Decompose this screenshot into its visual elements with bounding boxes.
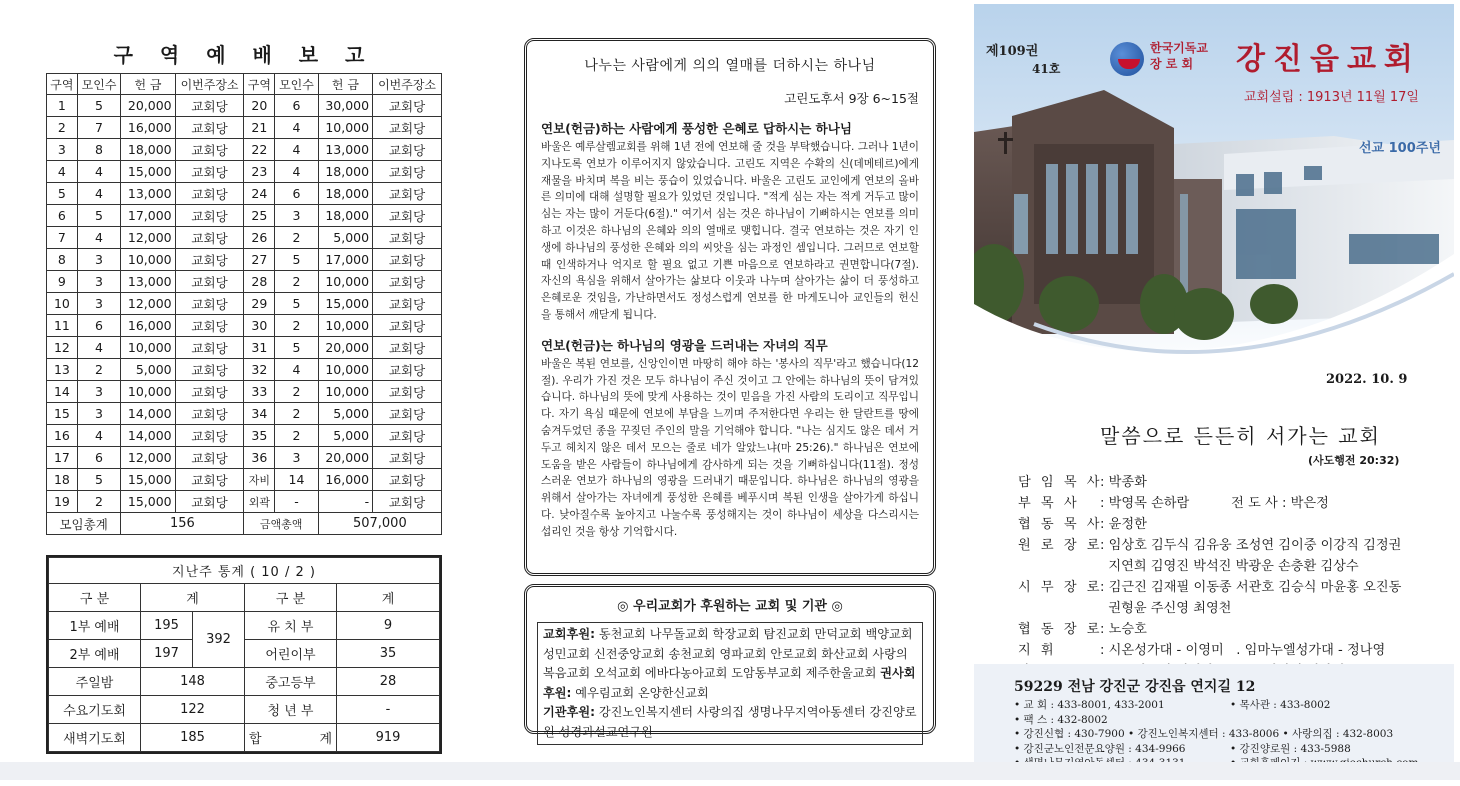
staff-names: 지연희 김영진 박석진 박광운 손충환 김상수 bbox=[1100, 559, 1359, 574]
offering-cell: 5 bbox=[77, 469, 120, 491]
stats-cell: 195 bbox=[141, 612, 193, 640]
offering-cell: 교회당 bbox=[175, 249, 244, 271]
offering-cell: 3 bbox=[77, 381, 120, 403]
offering-header-cell: 이번주장소 bbox=[373, 74, 442, 95]
offering-cell: 7 bbox=[47, 227, 78, 249]
offering-cell: 16,000 bbox=[121, 117, 175, 139]
staff-row bbox=[1018, 472, 1401, 493]
offering-cell: 18,000 bbox=[318, 205, 372, 227]
offering-cell: 5 bbox=[275, 337, 318, 359]
stats-cell: 새벽기도회 bbox=[49, 724, 141, 752]
staff-row bbox=[1018, 556, 1401, 577]
offering-cell: 14 bbox=[47, 381, 78, 403]
offering-cell: 18,000 bbox=[318, 161, 372, 183]
bulletin-date: 2022. 10. 9 bbox=[1326, 372, 1408, 387]
stats-cell: 122 bbox=[141, 696, 245, 724]
kwon-support-label: 권사회후원: bbox=[543, 666, 916, 700]
offering-header-cell: 구역 bbox=[244, 74, 275, 95]
staff-names: : 시온성가대 - 이영미 . 임마누엘성가대 - 정나영 bbox=[1100, 643, 1386, 658]
staff-row bbox=[1018, 535, 1401, 556]
offering-cell: 5 bbox=[77, 205, 120, 227]
offering-header-cell: 헌 금 bbox=[121, 74, 175, 95]
institution-support-label: 기관후원: bbox=[543, 705, 595, 719]
offering-cell: 교회당 bbox=[175, 315, 244, 337]
offering-cell: 12,000 bbox=[121, 447, 175, 469]
offering-cell: 36 bbox=[244, 447, 275, 469]
support-title: ◎ 우리교회가 후원하는 교회 및 기관 ◎ bbox=[617, 599, 843, 614]
offering-cell: 교회당 bbox=[175, 447, 244, 469]
offering-cell: 35 bbox=[244, 425, 275, 447]
offering-cell: 29 bbox=[244, 293, 275, 315]
offering-cell: 10,000 bbox=[121, 381, 175, 403]
offering-cell: 교회당 bbox=[175, 183, 244, 205]
kwon-support-list: 예우림교회 온양한신교회 bbox=[575, 685, 709, 700]
total-count: 156 bbox=[121, 513, 244, 535]
offering-cell: 10,000 bbox=[121, 249, 175, 271]
offering-row bbox=[47, 359, 442, 381]
offering-cell: 13,000 bbox=[121, 271, 175, 293]
offering-cell: 2 bbox=[275, 315, 318, 337]
contact-item: • 강진신협 : 430-7900 • 강진노인복지센터 : 433-8006 • 사랑의집 : 432-8003 bbox=[1014, 728, 1394, 740]
offering-row bbox=[47, 183, 442, 205]
offering-cell: 15 bbox=[47, 403, 78, 425]
church-logo-icon bbox=[1110, 42, 1144, 76]
stats-h3: 구 분 bbox=[245, 584, 337, 612]
stats-h1: 구 분 bbox=[49, 584, 141, 612]
offering-cell: 12,000 bbox=[121, 227, 175, 249]
offering-cell: 6 bbox=[77, 447, 120, 469]
offering-cell: 28 bbox=[244, 271, 275, 293]
stats-cell: 148 bbox=[141, 668, 245, 696]
page-bottom-band bbox=[0, 762, 1460, 780]
offering-cell: 6 bbox=[77, 315, 120, 337]
offering-cell: 교회당 bbox=[175, 227, 244, 249]
offering-cell: 교회당 bbox=[373, 425, 442, 447]
staff-names: : 노승호 bbox=[1100, 622, 1147, 637]
offering-cell: 교회당 bbox=[373, 381, 442, 403]
offering-cell: 3 bbox=[77, 293, 120, 315]
offering-cell: 1 bbox=[47, 95, 78, 117]
offering-cell: 8 bbox=[47, 249, 78, 271]
stats-table bbox=[48, 557, 440, 752]
offering-cell: 15,000 bbox=[121, 491, 175, 513]
church-address: 59229 전남 강진군 강진읍 연지길 12 bbox=[1014, 679, 1256, 695]
staff-names: : 박종화 bbox=[1100, 475, 1147, 490]
contact-item: • 강진군노인전문요양원 : 434-9966 bbox=[1014, 742, 1186, 755]
offering-header-cell: 모인수 bbox=[77, 74, 120, 95]
offering-cell: 10,000 bbox=[318, 271, 372, 293]
stats-title bbox=[49, 558, 440, 584]
stats-header bbox=[49, 584, 440, 612]
offering-cell: 10 bbox=[47, 293, 78, 315]
offering-cell: 교회당 bbox=[373, 227, 442, 249]
staff-row bbox=[1018, 619, 1401, 640]
offering-cell: 19 bbox=[47, 491, 78, 513]
stats-h2: 계 bbox=[141, 584, 245, 612]
motto-reference: (사도행전 20:32) bbox=[1308, 454, 1400, 467]
staff-names: : 윤정한 bbox=[1100, 517, 1147, 532]
offering-cell: 30,000 bbox=[318, 95, 372, 117]
offering-cell: 교회당 bbox=[373, 403, 442, 425]
stats-cell: 919 bbox=[337, 724, 440, 752]
staff-names: : 박영목 손하람 전 도 사 : 박은정 bbox=[1100, 496, 1329, 511]
offering-row bbox=[47, 249, 442, 271]
staff-list bbox=[1018, 472, 1401, 682]
offering-cell: 15,000 bbox=[121, 469, 175, 491]
offering-cell: 5 bbox=[275, 249, 318, 271]
stats-row bbox=[49, 724, 440, 752]
offering-cell: 15,000 bbox=[121, 161, 175, 183]
offering-cell: 5 bbox=[77, 95, 120, 117]
church-photo bbox=[974, 4, 1454, 374]
stats-cell: 2부 예배 bbox=[49, 640, 141, 668]
stats-row bbox=[49, 696, 440, 724]
offering-row bbox=[47, 271, 442, 293]
offering-cell: 32 bbox=[244, 359, 275, 381]
offering-table-header bbox=[47, 74, 442, 95]
offering-cell: 2 bbox=[275, 381, 318, 403]
staff-role: 시 무 장 로 bbox=[1018, 580, 1103, 595]
offering-row bbox=[47, 425, 442, 447]
offering-cell: 31 bbox=[244, 337, 275, 359]
stats-cell: 중고등부 bbox=[245, 668, 337, 696]
volume-number: 제109권 bbox=[986, 44, 1039, 59]
offering-row bbox=[47, 139, 442, 161]
offering-cell: 3 bbox=[47, 139, 78, 161]
staff-row bbox=[1018, 640, 1401, 661]
offering-cell: 10,000 bbox=[318, 381, 372, 403]
offering-row bbox=[47, 117, 442, 139]
church-support-list: 동천교회 나무돌교회 학장교회 탐진교회 만덕교회 백양교회 성민교회 신전중앙교회 송천교회 영파교회 안로교회 화산교회 사랑의복음교회 오석교회 에바다농아교회 도암동부교회 제주한울교회 bbox=[543, 627, 913, 680]
offering-cell: 4 bbox=[275, 359, 318, 381]
offering-cell: 교회당 bbox=[175, 95, 244, 117]
offering-cell: 4 bbox=[275, 161, 318, 183]
contact-item: • 교 회 : 433-8001, 433-2001 bbox=[1014, 699, 1165, 711]
offering-cell: 33 bbox=[244, 381, 275, 403]
offering-row bbox=[47, 293, 442, 315]
right-panel bbox=[974, 4, 1454, 782]
offering-cell: 18,000 bbox=[318, 183, 372, 205]
offering-cell: 교회당 bbox=[373, 117, 442, 139]
offering-cell: 11 bbox=[47, 315, 78, 337]
stats-cell: 주일밤 bbox=[49, 668, 141, 696]
offering-cell: 8 bbox=[77, 139, 120, 161]
offering-cell: 교회당 bbox=[373, 183, 442, 205]
offering-cell: 2 bbox=[275, 425, 318, 447]
address-block bbox=[974, 664, 1454, 778]
offering-cell: 4 bbox=[77, 183, 120, 205]
banner-text: 선교 100주년 bbox=[1359, 141, 1441, 156]
offering-cell: 18 bbox=[47, 469, 78, 491]
stats-row bbox=[49, 612, 440, 640]
stats-cell: 1부 예배 bbox=[49, 612, 141, 640]
offering-cell: 12,000 bbox=[121, 293, 175, 315]
contact-row bbox=[1014, 713, 1454, 728]
middle-panel bbox=[524, 38, 936, 739]
denomination-line-2: 장 로 회 bbox=[1150, 57, 1194, 71]
offering-row bbox=[47, 491, 442, 513]
offering-cell: 34 bbox=[244, 403, 275, 425]
offering-row bbox=[47, 337, 442, 359]
offering-cell: 외곽 bbox=[244, 491, 275, 513]
stats-cell: 9 bbox=[337, 612, 440, 640]
staff-role: 원 로 장 로 bbox=[1018, 538, 1103, 553]
offering-cell: 13,000 bbox=[318, 139, 372, 161]
issue-number: 41호 bbox=[1032, 62, 1061, 76]
offering-cell: 교회당 bbox=[175, 337, 244, 359]
contact-item: • 팩 스 : 432-8002 bbox=[1014, 713, 1108, 726]
article-title: 나누는 사람에게 의의 열매를 더하시는 하나님 bbox=[584, 58, 876, 74]
offering-cell: 18,000 bbox=[121, 139, 175, 161]
offering-cell: - bbox=[275, 491, 318, 513]
offering-cell: 교회당 bbox=[373, 491, 442, 513]
staff-row bbox=[1018, 598, 1401, 619]
offering-total-row bbox=[47, 513, 442, 535]
offering-cell: 22 bbox=[244, 139, 275, 161]
contact-row bbox=[1014, 727, 1454, 742]
offering-cell: 교회당 bbox=[175, 293, 244, 315]
offering-cell: 4 bbox=[77, 425, 120, 447]
article-heading-1: 연보(헌금)하는 사람에게 풍성한 은혜로 답하시는 하나님 bbox=[541, 121, 852, 136]
offering-cell: 25 bbox=[244, 205, 275, 227]
offering-cell: 교회당 bbox=[373, 447, 442, 469]
offering-cell: 10,000 bbox=[318, 315, 372, 337]
contact-item: • 목사관 : 433-8002 bbox=[1230, 699, 1331, 711]
church-name: 강진읍교회 bbox=[1236, 42, 1421, 77]
offering-cell: 10,000 bbox=[121, 337, 175, 359]
denomination-line-1: 한국기독교 bbox=[1150, 41, 1208, 55]
stats-cell: 197 bbox=[141, 640, 193, 668]
offering-cell: 13 bbox=[47, 359, 78, 381]
staff-names: 권형윤 주신영 최영천 bbox=[1100, 601, 1232, 616]
stats-cell: 392 bbox=[193, 612, 245, 668]
offering-cell: 20,000 bbox=[318, 337, 372, 359]
denomination bbox=[1150, 40, 1208, 72]
offering-cell: 4 bbox=[275, 139, 318, 161]
offering-row bbox=[47, 315, 442, 337]
stats-title-text: 지난주 통계 ( 10 / 2 ) bbox=[172, 565, 316, 580]
established-date: 교회설립 : 1913년 11월 17일 bbox=[1244, 90, 1419, 105]
offering-cell: 교회당 bbox=[373, 271, 442, 293]
offering-cell: 3 bbox=[275, 205, 318, 227]
stats-cell: 어린이부 bbox=[245, 640, 337, 668]
offering-cell: 14 bbox=[275, 469, 318, 491]
offering-table-body bbox=[47, 95, 442, 513]
church-support-label: 교회후원: bbox=[543, 627, 595, 641]
offering-cell: 12 bbox=[47, 337, 78, 359]
staff-role: 부 목 사 bbox=[1018, 496, 1080, 511]
support-box bbox=[524, 584, 936, 739]
offering-cell: 27 bbox=[244, 249, 275, 271]
offering-cell: 17,000 bbox=[121, 205, 175, 227]
offering-row bbox=[47, 381, 442, 403]
offering-cell: 교회당 bbox=[373, 337, 442, 359]
offering-cell: 교회당 bbox=[175, 425, 244, 447]
offering-cell: 9 bbox=[47, 271, 78, 293]
offering-cell: 교회당 bbox=[175, 205, 244, 227]
offering-cell: 14,000 bbox=[121, 403, 175, 425]
offering-cell: 5,000 bbox=[121, 359, 175, 381]
offering-cell: 2 bbox=[275, 227, 318, 249]
stats-cell: 수요기도회 bbox=[49, 696, 141, 724]
offering-cell: 20,000 bbox=[121, 95, 175, 117]
offering-row bbox=[47, 403, 442, 425]
amount-total: 507,000 bbox=[318, 513, 441, 535]
offering-row bbox=[47, 447, 442, 469]
offering-cell: 13,000 bbox=[121, 183, 175, 205]
total-label: 모임총계 bbox=[47, 513, 121, 535]
offering-cell: 26 bbox=[244, 227, 275, 249]
offering-cell: 교회당 bbox=[373, 359, 442, 381]
offering-cell: 교회당 bbox=[175, 469, 244, 491]
stats-cell: 185 bbox=[141, 724, 245, 752]
contact-list bbox=[1014, 698, 1454, 771]
offering-cell: 6 bbox=[47, 205, 78, 227]
article-heading-2: 연보(헌금)는 하나님의 영광을 드러내는 자녀의 직무 bbox=[541, 337, 828, 353]
contact-row bbox=[1014, 698, 1454, 713]
offering-cell: 2 bbox=[275, 403, 318, 425]
offering-cell: 4 bbox=[77, 161, 120, 183]
stats-row bbox=[49, 668, 440, 696]
offering-cell: 교회당 bbox=[175, 381, 244, 403]
offering-cell: 5,000 bbox=[318, 425, 372, 447]
offering-cell: 3 bbox=[77, 271, 120, 293]
scripture-reference: 고린도후서 9장 6~15절 bbox=[784, 91, 919, 106]
sermon-article bbox=[524, 38, 936, 576]
staff-row bbox=[1018, 577, 1401, 598]
offering-cell: 6 bbox=[275, 95, 318, 117]
offering-cell: 17 bbox=[47, 447, 78, 469]
offering-header-cell: 이번주장소 bbox=[175, 74, 244, 95]
offering-row bbox=[47, 227, 442, 249]
staff-row bbox=[1018, 493, 1401, 514]
staff-role bbox=[1018, 598, 1100, 619]
institution-support-list: 강진노인복지센터 사랑의집 생명나무지역아동센터 강진양로원 성경과설교연구원 bbox=[543, 705, 917, 739]
offering-cell: 23 bbox=[244, 161, 275, 183]
offering-cell: 20,000 bbox=[318, 447, 372, 469]
offering-cell: 2 bbox=[77, 359, 120, 381]
offering-header-cell: 헌 금 bbox=[318, 74, 372, 95]
offering-cell: 3 bbox=[77, 249, 120, 271]
offering-cell: 교회당 bbox=[373, 161, 442, 183]
offering-cell: 4 bbox=[47, 161, 78, 183]
offering-cell: 4 bbox=[77, 337, 120, 359]
stats-cell: 35 bbox=[337, 640, 440, 668]
offering-cell: 4 bbox=[77, 227, 120, 249]
offering-cell: 교회당 bbox=[373, 249, 442, 271]
offering-cell: 교회당 bbox=[175, 271, 244, 293]
offering-header-cell: 모인수 bbox=[275, 74, 318, 95]
offering-cell: 16,000 bbox=[121, 315, 175, 337]
offering-cell: 5,000 bbox=[318, 227, 372, 249]
offering-cell: 2 bbox=[275, 271, 318, 293]
offering-cell: 10,000 bbox=[318, 117, 372, 139]
offering-cell: 교회당 bbox=[175, 139, 244, 161]
staff-role bbox=[1018, 556, 1100, 577]
offering-cell: 4 bbox=[275, 117, 318, 139]
offering-cell: 14,000 bbox=[121, 425, 175, 447]
stats-cell: - bbox=[337, 696, 440, 724]
amount-label: 금액총액 bbox=[244, 513, 318, 535]
left-panel bbox=[46, 40, 442, 754]
offering-table bbox=[46, 73, 442, 535]
offering-cell: 교회당 bbox=[373, 205, 442, 227]
offering-row bbox=[47, 205, 442, 227]
contact-row bbox=[1014, 742, 1454, 757]
stats-h4: 계 bbox=[337, 584, 440, 612]
staff-names: : 임상호 김두식 김유웅 조성연 김이중 이강직 김정권 bbox=[1100, 538, 1402, 553]
offering-cell: 16,000 bbox=[318, 469, 372, 491]
stats-cell: 청 년 부 bbox=[245, 696, 337, 724]
offering-report-title: 구 역 예 배 보 고 bbox=[113, 43, 375, 67]
offering-row bbox=[47, 95, 442, 117]
staff-role: 담 임 목 사 bbox=[1018, 475, 1103, 490]
offering-cell: 17,000 bbox=[318, 249, 372, 271]
staff-names: : 김근진 김재필 이동종 서관호 김승식 마윤홍 오진동 bbox=[1100, 580, 1402, 595]
offering-cell: 6 bbox=[275, 183, 318, 205]
stats-cell: 28 bbox=[337, 668, 440, 696]
staff-role: 지 휘 bbox=[1018, 643, 1057, 658]
offering-cell: 3 bbox=[77, 403, 120, 425]
offering-cell: 교회당 bbox=[175, 161, 244, 183]
offering-cell: 교회당 bbox=[373, 293, 442, 315]
offering-cell: 3 bbox=[275, 447, 318, 469]
support-list bbox=[537, 622, 923, 745]
staff-role: 협 동 목 사 bbox=[1018, 517, 1103, 532]
offering-cell: 교회당 bbox=[373, 315, 442, 337]
offering-cell: 5 bbox=[47, 183, 78, 205]
contact-item: • 강진양로원 : 433-5988 bbox=[1230, 742, 1351, 755]
article-paragraph-1: 바울은 예루살렘교회를 위해 1년 전에 연보해 줄 것을 부탁했습니다. 그러나 1년이 지나도록 연보가 이루어지지 않았습니다. 고린도 지역은 수확의 신(데메테르)에게 재물을 바치며 복을 비는 풍습이 있었습니다. 바울은 고린도 교인에게 연보의 올바른 의미에 대해 설명할 필요가 있었던 것입니다. "적게 심는 자는 적게 거두고 많이 심는 자는 많이 거둔다(6절)." 여기서 심는 것은 하나님이 기뻐하시는 연보를 의미하고 이것은 하나님의 은혜와 의의 열매로 맺힙니다. 결국 연보하는 것은 자기 인생에 하나님의 풍성한 은혜와 의의 씨앗을 심는 과정인 셈입니다. 그러므로 연보할 때 인색하거나 억지로 할 필요 없고 기쁜 마음으로 연보하라고 권면합니다(7절). 자신의 욕심을 위해서 살아가는 삶보다 이웃과 나누며 살아가는 삶이 더 풍성하고 은혜로운 것임을, 가난하면서도 정성스럽게 연보를 한 마게도니아 교인들의 헌신을 통해서 깨닫게 됩니다. bbox=[541, 141, 919, 321]
stats-cell: 합 계 bbox=[245, 724, 337, 752]
offering-cell: 2 bbox=[77, 491, 120, 513]
staff-row bbox=[1018, 514, 1401, 535]
offering-cell: 교회당 bbox=[175, 403, 244, 425]
article-paragraph-2: 바울은 복된 연보를, 신앙인이면 마땅히 해야 하는 '봉사의 직무'라고 했습니다(12절). 우리가 가진 것은 모두 하나님이 주신 것이고 그 안에는 하나님의 뜻이 담겨있습니다. 하나님의 뜻에 맞게 사용하는 것이 믿음을 가진 사람의 도리이고 직무입니다. 자기 욕심 때문에 연보에 부담을 느끼며 주저한다면 우리는 한 달란트를 땅에 숨겨두었던 종을 꾸짖던 주인의 말을 기억해야 합니다. "나는 심지도 않은 데서 거두고 헤치지 않은 데서 모으는 줄로 네가 알았느냐(마 25:26)." 하나님은 연보에 도움을 받은 사람들이 하나님에게 감사하게 되는 것을 기뻐하십니다(11절). 정성스러운 연보가 하나님의 영광을 드러내기 때문입니다. 하나님은 하나님의 영광을 위해서 살아가는 자녀에게 풍성한 은혜를 베푸시며 복된 인생을 살아가게 하십니다. 낮아질수록 높아지고 나눌수록 풍성해지는 것이 하나님이 세상을 다스리시는 섭리인 것을 항상 기억합시다. bbox=[541, 357, 919, 538]
offering-cell: 교회당 bbox=[175, 117, 244, 139]
offering-cell: 10,000 bbox=[318, 359, 372, 381]
stats-box bbox=[46, 555, 442, 754]
church-motto: 말씀으로 든든히 서가는 교회 bbox=[1100, 424, 1381, 448]
offering-cell: 21 bbox=[244, 117, 275, 139]
offering-row bbox=[47, 161, 442, 183]
offering-header-cell: 구역 bbox=[47, 74, 78, 95]
offering-cell: 교회당 bbox=[373, 469, 442, 491]
offering-cell: 30 bbox=[244, 315, 275, 337]
offering-cell: - bbox=[318, 491, 372, 513]
stats-row bbox=[49, 640, 440, 668]
offering-cell: 5 bbox=[275, 293, 318, 315]
offering-cell: 교회당 bbox=[373, 95, 442, 117]
offering-row bbox=[47, 469, 442, 491]
offering-cell: 5,000 bbox=[318, 403, 372, 425]
staff-role: 협 동 장 로 bbox=[1018, 622, 1103, 637]
offering-cell: 20 bbox=[244, 95, 275, 117]
offering-cell: 교회당 bbox=[175, 491, 244, 513]
offering-cell: 교회당 bbox=[373, 139, 442, 161]
offering-cell: 24 bbox=[244, 183, 275, 205]
offering-cell: 자비 bbox=[244, 469, 275, 491]
stats-cell: 유 치 부 bbox=[245, 612, 337, 640]
offering-cell: 15,000 bbox=[318, 293, 372, 315]
offering-cell: 16 bbox=[47, 425, 78, 447]
offering-cell: 교회당 bbox=[175, 359, 244, 381]
offering-cell: 7 bbox=[77, 117, 120, 139]
offering-cell: 2 bbox=[47, 117, 78, 139]
